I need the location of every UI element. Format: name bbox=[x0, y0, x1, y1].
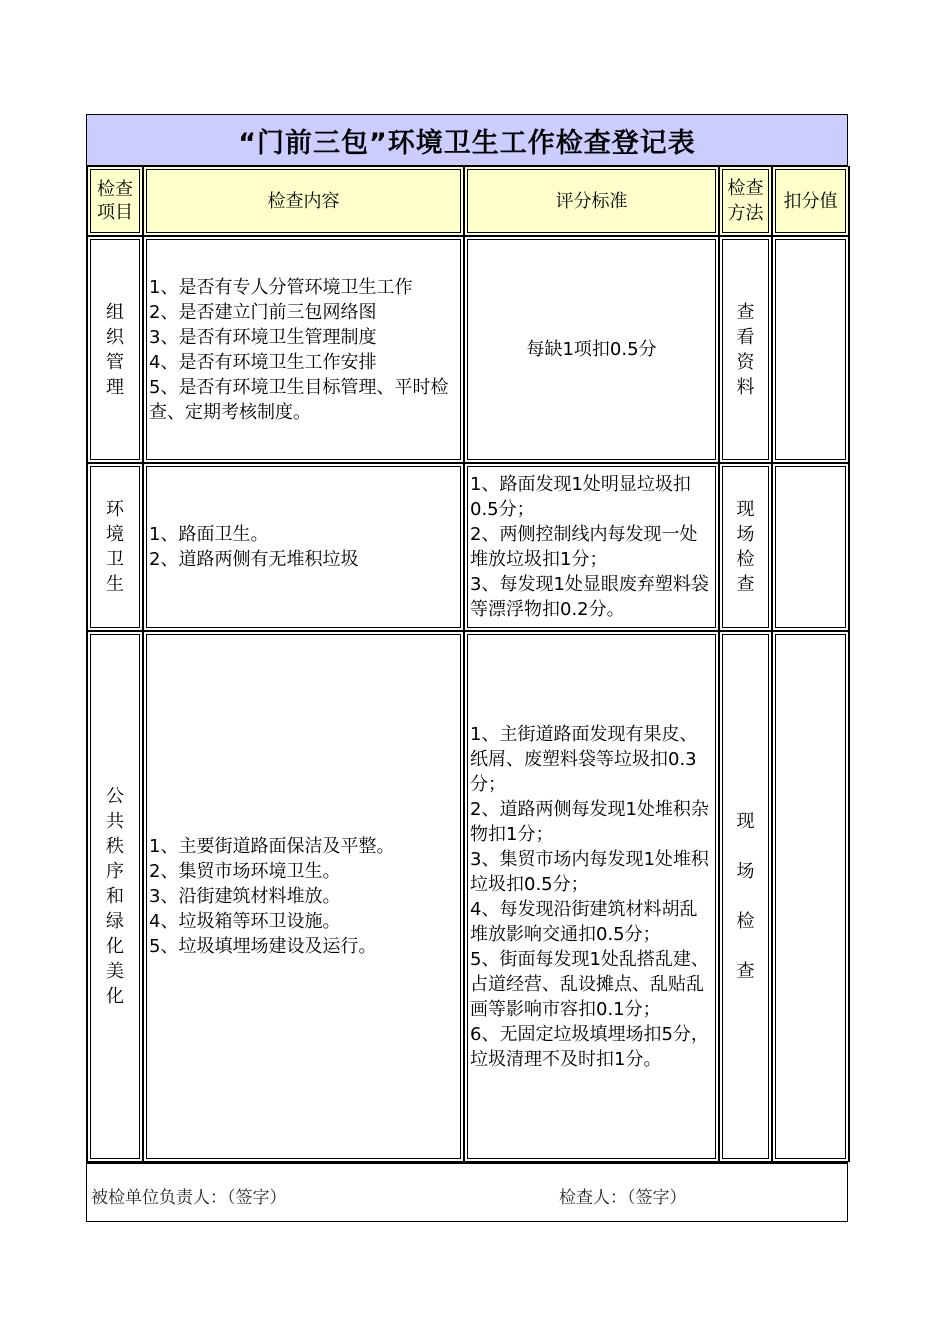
row-deduction-cell[interactable] bbox=[772, 463, 849, 631]
header-deduction: 扣分值 bbox=[772, 166, 849, 236]
inspector-signature[interactable]: 检查人：（签字） bbox=[559, 1188, 687, 1208]
row-content-cell: 1、主要街道路面保洁及平整。 2、集贸市场环境卫生。 3、沿街建筑材料堆放。 4、垃圾箱等环卫设施。 5、垃圾填埋场建设及运行。 bbox=[143, 631, 464, 1162]
row-item-cell: 环境卫生 bbox=[87, 463, 143, 631]
signature-footer bbox=[86, 1162, 848, 1222]
row-content-cell: 1、路面卫生。 2、道路两侧有无堆积垃圾 bbox=[143, 463, 464, 631]
row-content-cell: 1、是否有专人分管环境卫生工作 2、是否建立门前三包网络图 3、是否有环境卫生管理制度 4、是否有环境卫生工作安排 5、是否有环境卫生目标管理、平时检查、定期考核制度。 bbox=[143, 236, 464, 463]
table-row bbox=[87, 631, 849, 1162]
table-row bbox=[87, 236, 849, 463]
row-standard-cell: 每缺1项扣0.5分 bbox=[464, 236, 719, 463]
header-item: 检查项目 bbox=[87, 166, 143, 236]
table-header-row bbox=[87, 166, 849, 236]
row-standard-cell: 1、主街道路面发现有果皮、纸屑、废塑料袋等垃圾扣0.3分； 2、道路两侧每发现1处堆积杂物扣1分； 3、集贸市场内每发现1处堆积垃圾扣0.5分； 4、每发现沿街建筑材料胡乱堆放影响交通扣0.5分； 5、街面每发现1处乱搭乱建、占道经营、乱设摊点、乱贴乱画等影响市容扣0.1分； 6、无固定垃圾填埋场扣5分，垃圾清理不及时扣1分。 bbox=[464, 631, 719, 1162]
row-method-cell: 现场检查 bbox=[719, 463, 772, 631]
header-standard: 评分标准 bbox=[464, 166, 719, 236]
inspection-table bbox=[86, 166, 850, 1162]
header-method: 检查方法 bbox=[719, 166, 772, 236]
row-item-cell: 公共秩序和绿化美化 bbox=[87, 631, 143, 1162]
header-content: 检查内容 bbox=[143, 166, 464, 236]
row-item-cell: 组织管理 bbox=[87, 236, 143, 463]
row-method-cell: 查看资料 bbox=[719, 236, 772, 463]
inspected-unit-signature[interactable]: 被检单位负责人：（签字） bbox=[91, 1188, 287, 1208]
row-standard-cell: 1、路面发现1处明显垃圾扣0.5分； 2、两侧控制线内每发现一处堆放垃圾扣1分； 3、每发现1处显眼废弃塑料袋等漂浮物扣0.2分。 bbox=[464, 463, 719, 631]
form-title: “门前三包”环境卫生工作检查登记表 bbox=[86, 114, 848, 166]
row-deduction-cell[interactable] bbox=[772, 631, 849, 1162]
row-method-cell: 现场检查 bbox=[719, 631, 772, 1162]
row-deduction-cell[interactable] bbox=[772, 236, 849, 463]
table-row bbox=[87, 463, 849, 631]
